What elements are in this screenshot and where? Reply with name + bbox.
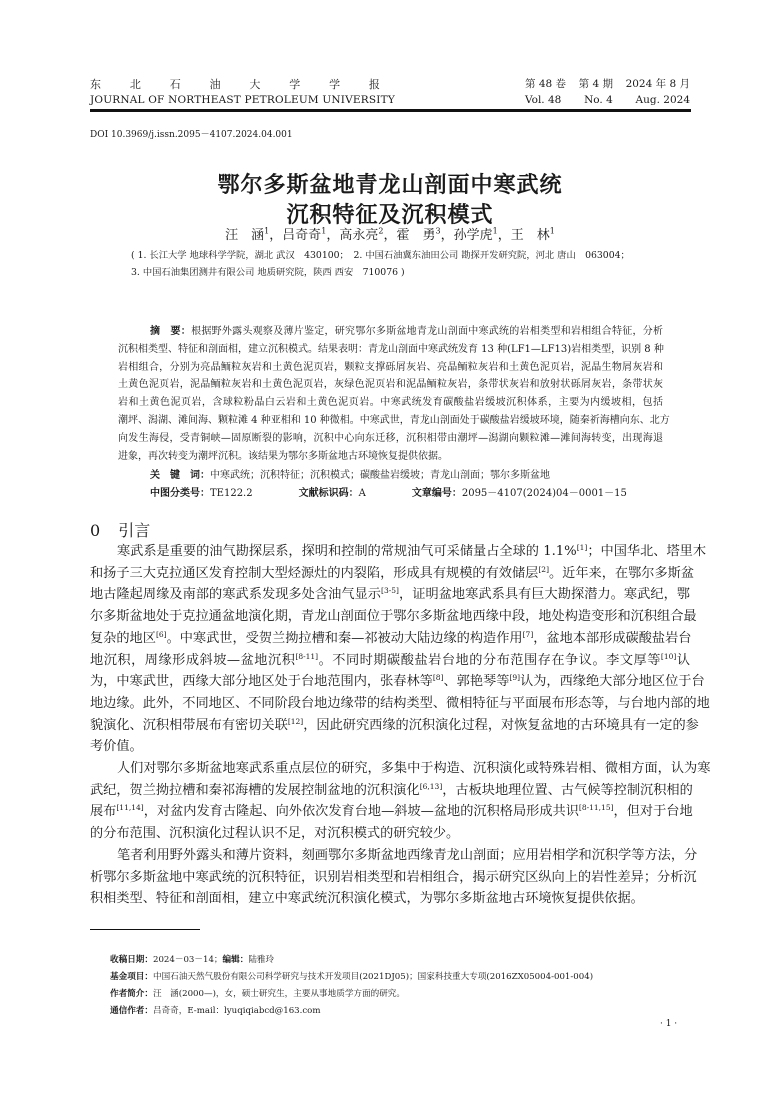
paragraph-line [90,758,711,780]
citation: [11,14] [116,803,144,813]
footnote-text: 汪 涵(2000—)，女，硕士研究生，主要从事地质学方面的研究。 [152,989,405,999]
text-run: 的分布范围、沉积演化过程认识不足，对沉积模式的研究较少。 [90,826,460,842]
text-run: ；中国华北、塔里木 [587,544,707,559]
text-run: 寒武系是重要的油气勘探层系，探明和控制的常规油气可采储量占全球的 1.1% [117,544,577,559]
author-separator: ， [497,228,511,243]
footnote-label: 基金项目： [110,972,153,982]
abstract-text: 岩和土黄色泥页岩，含球粒粉晶白云岩和土黄色泥页岩。中寒武统发育碳酸盐岩缓坡沉积体系，主要为内缓坡相，包括 [118,397,663,409]
text-run: ，证明盆地寒武系具有巨大勘探潜力。寒武纪，鄂 [398,587,690,603]
clc-label: 中图分类号： [150,488,210,499]
paragraph-line [90,715,699,737]
footnote-label: 作者简介： [110,989,153,999]
journal-name-char: 东 [90,78,101,91]
author-name: 吕奇奇 [282,228,322,243]
keywords-value: 中寒武统；沉积特征；沉积模式；碳酸盐岩缓坡；青龙山剖面；鄂尔多斯盆地 [210,470,550,481]
text-run: ，因此研究西缘的沉积演化过程，对恢复盆地的古环境具有一定的参 [303,717,699,733]
text-run: 复杂的地区 [90,630,156,646]
paragraph-line [90,823,690,845]
author-affiliation-mark: 2 [378,226,384,236]
issue-en: No. 4 [584,94,613,106]
author-affiliation-mark: 1 [492,226,498,236]
text-run: 笔者利用野外露头和薄片资料，刻画鄂尔多斯盆地西缘青龙山剖面；应用岩相学和沉积学等方法，分 [117,847,698,863]
date-en: Aug. 2024 [635,94,690,106]
journal-name-char: 学 [329,78,341,91]
footnote [110,986,593,1003]
text-run: 认为，西缘绝大部分地区位于台 [520,674,705,690]
citation: [8-11] [295,651,319,661]
author-name: 高永亮 [339,228,379,243]
citation: [1] [576,543,588,552]
text-run: 地边缘。此外，不同地区、不同阶段台地边缘带的结构类型、微相特征与平面展布形态等，与台地内部的地 [90,695,710,711]
citation: [7] [522,629,534,639]
abstract-label: 摘 要： [150,326,192,337]
abstract-text: 进象，再次转变为潮坪沉积。该结果为鄂尔多斯盆地古环境恢复提供依据。 [118,450,448,462]
doc-code-value: A [358,488,366,499]
footnote [110,952,593,969]
abstract-line [118,323,663,341]
footnote [110,969,593,986]
abstract-line [118,359,663,377]
author-name: 王 林 [510,228,550,243]
abstract-text: 根据野外露头观察及薄片鉴定，研究鄂尔多斯盆地青龙山剖面中寒武统的岩相类型和岩相组合特征，分析 [191,326,664,337]
text-run: 析鄂尔多斯盆地中寒武统的沉积特征，识别岩相类型和岩相组合，揭示研究区纵向上的岩性差异；分析沉 [90,869,697,885]
citation: [6] [155,629,167,639]
abstract-line [118,448,663,466]
abstract-text: 土黄色泥页岩，泥晶鲕粒灰岩和土黄色泥页岩，灰绿色泥页岩和泥晶鲕粒灰岩，条带状灰岩和放射状砾屑灰岩，条带状灰 [118,379,663,391]
abstract-line [118,341,663,359]
footnote-text: 陆雅玲 [248,955,275,965]
text-run: 地沉积，周缘形成斜坡—盆地沉积 [90,652,296,668]
journal-name-char: 报 [368,78,380,91]
paragraph-line [90,628,690,650]
affiliation-line-1: ( 1. 长江大学 地球科学学院，湖北 武汉 430100； 2. 中国石油冀东油田公司 勘探开发研究院，河北 唐山 063004； [131,250,630,261]
text-run: 人们对鄂尔多斯盆地寒武系重点层位的研究，多集中于构造、沉积演化或特殊岩相、微相方面，认为寒 [117,761,711,777]
footnote-label: 通信作者： [110,1006,153,1016]
text-run: ，但对于台地 [613,804,693,820]
text-run: ，古板块地理位置、古气候等控制沉积相的 [442,782,693,798]
abstract-line [118,412,670,430]
citation: [8-11,15] [578,803,614,813]
paragraph-line [90,780,693,802]
text-run: 积相类型、特征和剖面相，建立中寒武统沉积演化模式，为鄂尔多斯盆地古环境恢复提供依据。 [90,891,644,907]
page-number: · 1 · [660,1019,678,1029]
date-cn: 2024 年 8 月 [625,78,690,90]
footnote-label: 收稿日期： [110,955,153,965]
section-heading [90,518,168,541]
text-run: 。近年来，在鄂尔多斯盆 [549,565,695,581]
paragraph-line [90,584,690,606]
paragraph-line [90,541,707,563]
abstract [118,323,670,465]
abstract-text: 潮坪、潟湖、滩间海、颗粒滩 4 种亚相和 10 种微相。中寒武世，青龙山剖面处于碳酸盐岩缓坡环境，随秦祈海槽向东、北方 [118,414,670,426]
text-run: 武纪，贺兰拗拉槽和秦祁海槽的发展控制盆地的沉积演化 [90,782,420,798]
footnote [110,1003,593,1020]
text-run: 地古隆起周缘及南部的寒武系发现多处含油气显示 [90,587,382,603]
paragraph-line [90,867,697,889]
author-name: 霍 勇 [396,228,436,243]
text-run: 。中寒武世，受贺兰拗拉槽和秦—祁被动大陆边缘的构造作用 [166,630,523,646]
citation: [6,13] [419,781,443,791]
paragraph-line [90,845,698,867]
doi: DOI 10.3969/j.issn.2095－4107.2024.04.001 [90,130,293,140]
clc-value: TE122.2 [210,488,253,499]
title-line-2: 沉积特征及沉积模式 [286,202,494,228]
author-separator: ， [383,228,397,243]
text-run: 考价值。 [90,739,143,755]
paragraph-line [90,563,695,585]
footnotes [110,952,593,1020]
abstract-line [118,430,663,448]
author-separator: ， [326,228,340,243]
classification [150,484,627,499]
author-name: 汪 涵 [225,228,265,243]
footnote-label: 编辑： [222,955,249,965]
paragraph-line [90,693,710,715]
article-no-value: 2095－4107(2024)04－0001－15 [461,488,627,499]
author-separator: ， [440,228,454,243]
title-line-1: 鄂尔多斯盆地青龙山剖面中寒武统 [217,172,563,198]
journal-name-char: 学 [289,78,301,91]
journal-name-char: 北 [129,78,141,91]
journal-name-char: 石 [169,78,181,91]
text-run: 认 [676,652,691,668]
abstract-line [118,376,663,394]
author-affiliation-mark: 1 [264,226,270,236]
journal-name-char: 大 [249,78,261,91]
author-list [0,224,780,243]
paragraph-line [90,801,693,823]
article-no-label: 文章编号： [411,488,462,499]
text-run: ，对盆内发育古隆起、向外依次发育台地—斜坡—盆地的沉积格局形成共识 [143,804,579,820]
footnote-text: 吕奇奇，E-mail：lyuqiqiabcd@163.com [152,1006,321,1016]
text-run: 、郭艳琴等 [443,674,510,690]
paragraph-line [90,736,690,758]
citation: [8] [432,673,444,683]
journal-name-en: JOURNAL OF NORTHEAST PETROLEUM UNIVERSITY [90,94,395,106]
issue-cn: 第 4 期 [578,78,613,90]
keywords-label: 关 键 词： [150,470,210,481]
citation: [12] [287,716,304,726]
journal-name-cn [90,76,380,92]
text-run: 为，中寒武世，西缘大部分地区处于台地范围内，张春林等 [90,674,433,690]
author-separator: ， [269,228,283,243]
paragraph-line [90,650,690,672]
author-affiliation-mark: 1 [321,226,327,236]
body-text [90,541,711,910]
abstract-text: 向发生海侵，受青铜峡—固原断裂的影响，沉积中心向东迁移，沉积相带由潮坪—潟湖向颗粒滩—滩间海转变，出现海退 [118,432,663,444]
journal-name-char: 油 [209,78,221,91]
abstract-text: 沉积相类型、特征和剖面相，建立沉积模式。结果表明：青龙山剖面中寒武统发育 13 种(LF1—LF13)岩相类型，识别 8 种 [118,343,664,355]
footnote-text: 2024－03－14； [152,955,223,965]
keywords [150,466,550,481]
header-rule [90,109,691,112]
text-run: 。不同时期碳酸盐岩台地的分布范围存在争议。李文厚等 [318,652,661,668]
citation: [2] [538,564,549,574]
citation: [3-5] [381,586,399,596]
section-title: 引言 [118,521,151,540]
paragraph-line [90,671,705,693]
text-run: 貌演化、沉积相带展布有密切关联 [90,717,288,733]
volume-en: Vol. 48 [525,94,562,106]
section-number: 0 [90,521,101,540]
doc-code-label: 文献标识码： [298,488,359,499]
text-run: 尔多斯盆地处于克拉通盆地演化期，青龙山剖面位于鄂尔多斯盆地西缘中段，地处构造变形和沉积组合最 [90,609,697,625]
author-affiliation-mark: 3 [435,226,441,236]
text-run: 展布 [90,804,117,820]
footnote-text: 中国石油天然气股份有限公司科学研究与技术开发项目(2021DJ05)；国家科技重大专项(2016ZX05004-001-004) [152,972,594,982]
paragraph-line [90,888,690,910]
text-run: ，盆地本部形成碳酸盐岩台 [533,630,692,646]
issue-info [525,76,690,112]
affiliation-line-2: 3. 中国石油集团测井有限公司 地质研究院，陕西 西安 710076 ) [131,267,405,278]
author-affiliation-mark: 1 [549,226,555,236]
abstract-text: 岩相组合，分别为亮晶鲕粒灰岩和土黄色泥页岩，颗粒支撑砾屑灰岩、亮晶鲕粒灰岩和土黄色泥页岩，泥晶生物屑灰岩和 [118,361,663,373]
text-run: 和扬子三大克拉通区发育控制大型烃源灶的内裂陷，形成具有规模的有效储层 [90,565,539,581]
author-name: 孙学虎 [453,228,493,243]
volume-cn: 第 48 卷 [525,78,567,90]
paragraph-line [90,606,697,628]
abstract-line [118,394,663,412]
citation: [9] [509,673,521,683]
footnote-rule [90,929,200,930]
citation: [10] [660,651,677,661]
